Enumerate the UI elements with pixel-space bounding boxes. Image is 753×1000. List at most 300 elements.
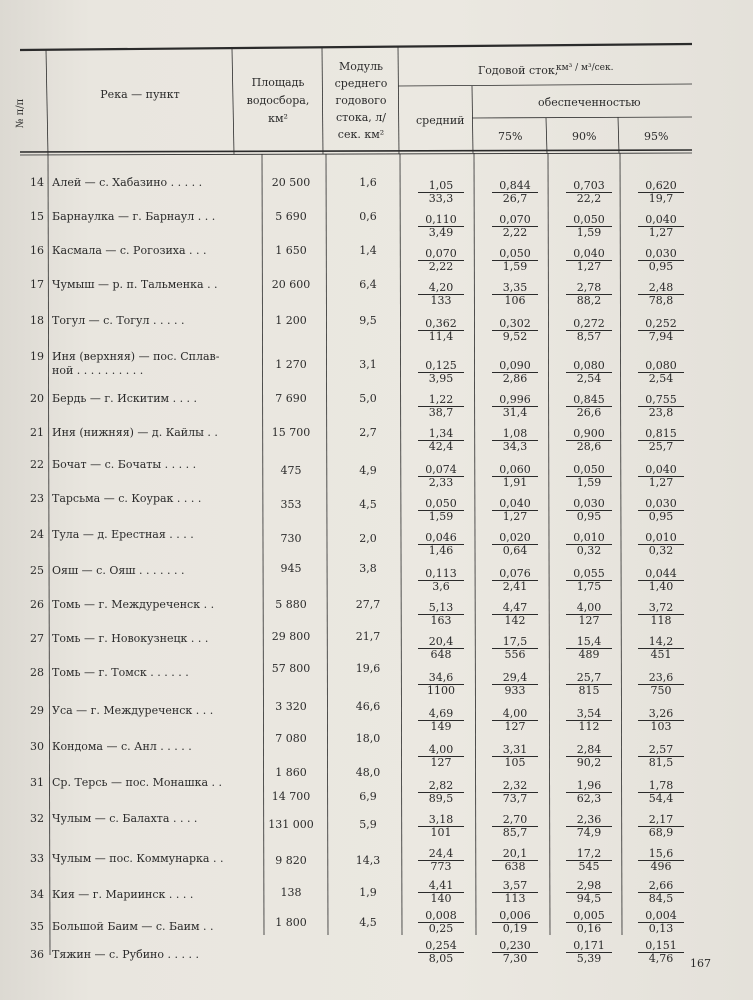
runoff-km3: 2,78 bbox=[566, 282, 612, 295]
runoff-p95 bbox=[632, 814, 690, 839]
runoff-km3: 0,040 bbox=[638, 214, 684, 227]
row-number: 27 bbox=[30, 632, 44, 645]
row-number: 14 bbox=[30, 176, 44, 189]
runoff-p90 bbox=[560, 672, 618, 697]
runoff-m3s: 0,32 bbox=[576, 544, 602, 557]
runoff-m3s: 2,54 bbox=[648, 372, 674, 385]
runoff-module: 0,6 bbox=[359, 210, 377, 223]
runoff-m3s: 451 bbox=[650, 648, 672, 661]
river-point: Касмала — с. Рогозиха . . . bbox=[52, 244, 207, 257]
runoff-km3: 0,030 bbox=[638, 248, 684, 261]
river-point: Иня (верхняя) — пос. Сплав- bbox=[52, 350, 220, 363]
runoff-mean bbox=[412, 744, 470, 769]
runoff-km3: 0,050 bbox=[418, 498, 464, 511]
runoff-module: 3,1 bbox=[359, 358, 377, 371]
runoff-m3s: 9,52 bbox=[502, 330, 528, 343]
runoff-km3: 3,26 bbox=[638, 708, 684, 721]
row-number: 31 bbox=[30, 776, 44, 789]
runoff-km3: 0,362 bbox=[418, 318, 464, 331]
runoff-km3: 1,96 bbox=[566, 780, 612, 793]
runoff-km3: 0,110 bbox=[418, 214, 464, 227]
runoff-p75 bbox=[486, 708, 544, 733]
runoff-mean bbox=[412, 318, 470, 343]
runoff-m3s: 54,4 bbox=[648, 792, 674, 805]
runoff-km3: 0,090 bbox=[492, 360, 538, 373]
runoff-m3s: 90,2 bbox=[576, 756, 602, 769]
runoff-mean bbox=[412, 360, 470, 385]
runoff-km3: 34,6 bbox=[418, 672, 464, 685]
row-number: 18 bbox=[30, 314, 44, 327]
runoff-m3s: 0,95 bbox=[576, 510, 602, 523]
runoff-km3: 0,076 bbox=[492, 568, 538, 581]
runoff-m3s: 1,59 bbox=[576, 226, 602, 239]
runoff-km3: 0,070 bbox=[418, 248, 464, 261]
runoff-m3s: 26,7 bbox=[502, 192, 528, 205]
runoff-p75 bbox=[486, 880, 544, 905]
runoff-m3s: 0,16 bbox=[576, 922, 602, 935]
runoff-m3s: 78,8 bbox=[648, 294, 674, 307]
runoff-module: 1,9 bbox=[359, 886, 377, 899]
runoff-p90 bbox=[560, 744, 618, 769]
header-module: Модуль среднего годового стока, л/сек. км² bbox=[334, 60, 388, 141]
row-number: 29 bbox=[30, 704, 44, 717]
runoff-km3: 1,34 bbox=[418, 428, 464, 441]
runoff-m3s: 88,2 bbox=[576, 294, 602, 307]
runoff-m3s: 0,25 bbox=[428, 922, 454, 935]
runoff-p75 bbox=[486, 744, 544, 769]
runoff-mean bbox=[412, 814, 470, 839]
runoff-m3s: 7,94 bbox=[648, 330, 674, 343]
runoff-km3: 0,171 bbox=[566, 940, 612, 953]
runoff-m3s: 127 bbox=[430, 756, 452, 769]
runoff-m3s: 3,95 bbox=[428, 372, 454, 385]
runoff-km3: 2,82 bbox=[418, 780, 464, 793]
catchment-area: 9 820 bbox=[275, 854, 307, 867]
runoff-m3s: 26,6 bbox=[576, 406, 602, 419]
runoff-km3: 0,080 bbox=[566, 360, 612, 373]
runoff-km3: 0,040 bbox=[492, 498, 538, 511]
row-number: 19 bbox=[30, 350, 44, 363]
row-number: 22 bbox=[30, 458, 44, 471]
runoff-m3s: 1,91 bbox=[502, 476, 528, 489]
runoff-p90 bbox=[560, 532, 618, 557]
runoff-m3s: 34,3 bbox=[502, 440, 528, 453]
runoff-mean bbox=[412, 940, 470, 965]
runoff-km3: 0,006 bbox=[492, 910, 538, 923]
runoff-km3: 0,755 bbox=[638, 394, 684, 407]
runoff-km3: 0,044 bbox=[638, 568, 684, 581]
river-point: Чулым — с. Балахта . . . . bbox=[52, 812, 198, 825]
runoff-module: 5,9 bbox=[359, 818, 377, 831]
runoff-km3: 2,17 bbox=[638, 814, 684, 827]
catchment-area: 20 600 bbox=[271, 278, 311, 291]
runoff-m3s: 1,59 bbox=[576, 476, 602, 489]
runoff-module: 9,5 bbox=[359, 314, 377, 327]
row-number: 20 bbox=[30, 392, 44, 405]
runoff-m3s: 127 bbox=[504, 720, 526, 733]
runoff-p75 bbox=[486, 248, 544, 273]
river-point: Кия — г. Мариинск . . . . bbox=[52, 888, 194, 901]
river-point: Тяжин — с. Рубино . . . . . bbox=[52, 948, 199, 961]
runoff-p90 bbox=[560, 394, 618, 419]
header-prob: обеспеченностью bbox=[538, 96, 641, 109]
runoff-module: 27,7 bbox=[355, 598, 381, 611]
runoff-module: 6,9 bbox=[359, 790, 377, 803]
runoff-m3s: 773 bbox=[430, 860, 452, 873]
runoff-m3s: 38,7 bbox=[428, 406, 454, 419]
runoff-km3: 14,2 bbox=[638, 636, 684, 649]
row-number: 35 bbox=[30, 920, 44, 933]
runoff-m3s: 4,76 bbox=[648, 952, 674, 965]
runoff-module: 3,8 bbox=[359, 562, 377, 575]
river-point: Тарсьма — с. Коурак . . . . bbox=[52, 492, 202, 505]
runoff-p75 bbox=[486, 636, 544, 661]
row-number: 25 bbox=[30, 564, 44, 577]
runoff-km3: 2,32 bbox=[492, 780, 538, 793]
runoff-mean bbox=[412, 394, 470, 419]
runoff-km3: 0,252 bbox=[638, 318, 684, 331]
runoff-m3s: 8,57 bbox=[576, 330, 602, 343]
runoff-p75 bbox=[486, 464, 544, 489]
runoff-mean bbox=[412, 428, 470, 453]
runoff-p75 bbox=[486, 940, 544, 965]
catchment-area: 15 700 bbox=[271, 426, 311, 439]
runoff-m3s: 11,4 bbox=[428, 330, 454, 343]
runoff-km3: 4,20 bbox=[418, 282, 464, 295]
runoff-module: 4,9 bbox=[359, 464, 377, 477]
river-point: Томь — г. Томск . . . . . . bbox=[52, 666, 189, 679]
runoff-mean bbox=[412, 568, 470, 593]
runoff-p75 bbox=[486, 780, 544, 805]
runoff-km3: 3,31 bbox=[492, 744, 538, 757]
runoff-p75 bbox=[486, 318, 544, 343]
runoff-p95 bbox=[632, 602, 690, 627]
runoff-m3s: 81,5 bbox=[648, 756, 674, 769]
catchment-area: 5 690 bbox=[275, 210, 307, 223]
runoff-km3: 3,72 bbox=[638, 602, 684, 615]
runoff-km3: 2,70 bbox=[492, 814, 538, 827]
catchment-area: 131 000 bbox=[268, 818, 314, 831]
runoff-p95 bbox=[632, 428, 690, 453]
runoff-p95 bbox=[632, 848, 690, 873]
river-point: Алей — с. Хабазино . . . . . bbox=[52, 176, 203, 189]
runoff-module: 1,4 bbox=[359, 244, 377, 257]
river-point: Кондома — с. Анл . . . . . bbox=[52, 740, 192, 753]
runoff-km3: 0,040 bbox=[638, 464, 684, 477]
runoff-km3: 4,00 bbox=[566, 602, 612, 615]
runoff-km3: 0,004 bbox=[638, 910, 684, 923]
runoff-km3: 0,125 bbox=[418, 360, 464, 373]
header-mean: средний bbox=[416, 114, 465, 127]
catchment-area: 29 800 bbox=[271, 630, 311, 643]
runoff-m3s: 163 bbox=[430, 614, 452, 627]
runoff-km3: 24,4 bbox=[418, 848, 464, 861]
runoff-p90 bbox=[560, 248, 618, 273]
runoff-m3s: 1,59 bbox=[502, 260, 528, 273]
river-point: Ояш — с. Ояш . . . . . . . bbox=[52, 564, 185, 577]
runoff-p95 bbox=[632, 248, 690, 273]
runoff-m3s: 2,22 bbox=[428, 260, 454, 273]
runoff-km3: 0,070 bbox=[492, 214, 538, 227]
runoff-p95 bbox=[632, 910, 690, 935]
runoff-p95 bbox=[632, 940, 690, 965]
runoff-m3s: 133 bbox=[430, 294, 452, 307]
runoff-p90 bbox=[560, 602, 618, 627]
runoff-km3: 1,22 bbox=[418, 394, 464, 407]
row-number: 34 bbox=[30, 888, 44, 901]
runoff-p95 bbox=[632, 282, 690, 307]
runoff-km3: 0,996 bbox=[492, 394, 538, 407]
runoff-m3s: 113 bbox=[504, 892, 526, 905]
runoff-km3: 0,845 bbox=[566, 394, 612, 407]
runoff-km3: 3,35 bbox=[492, 282, 538, 295]
runoff-km3: 0,620 bbox=[638, 180, 684, 193]
catchment-area: 57 800 bbox=[271, 662, 311, 675]
runoff-m3s: 74,9 bbox=[576, 826, 602, 839]
runoff-p90 bbox=[560, 910, 618, 935]
row-number: 15 bbox=[30, 210, 44, 223]
row-number: 17 bbox=[30, 278, 44, 291]
runoff-p90 bbox=[560, 568, 618, 593]
runoff-module: 4,5 bbox=[359, 498, 377, 511]
header-area: Площадь водосбора, км² bbox=[246, 76, 310, 125]
runoff-mean bbox=[412, 464, 470, 489]
header-river: Река — пункт bbox=[100, 88, 180, 101]
runoff-km3: 3,18 bbox=[418, 814, 464, 827]
runoff-km3: 0,302 bbox=[492, 318, 538, 331]
river-point-cont: ной . . . . . . . . . . bbox=[52, 364, 144, 377]
runoff-km3: 0,844 bbox=[492, 180, 538, 193]
runoff-m3s: 89,5 bbox=[428, 792, 454, 805]
runoff-p95 bbox=[632, 532, 690, 557]
runoff-p75 bbox=[486, 672, 544, 697]
runoff-km3: 0,254 bbox=[418, 940, 464, 953]
runoff-mean bbox=[412, 672, 470, 697]
runoff-p90 bbox=[560, 940, 618, 965]
river-point: Бочат — с. Бочаты . . . . . bbox=[52, 458, 197, 471]
runoff-km3: 0,050 bbox=[566, 214, 612, 227]
runoff-m3s: 1,27 bbox=[576, 260, 602, 273]
runoff-m3s: 84,5 bbox=[648, 892, 674, 905]
header-runoff-units: км³ / м³/сек. bbox=[556, 63, 614, 73]
runoff-mean bbox=[412, 532, 470, 557]
runoff-m3s: 933 bbox=[504, 684, 526, 697]
runoff-m3s: 3,49 bbox=[428, 226, 454, 239]
runoff-module: 46,6 bbox=[355, 700, 381, 713]
runoff-m3s: 112 bbox=[578, 720, 600, 733]
runoff-p90 bbox=[560, 636, 618, 661]
catchment-area: 730 bbox=[280, 532, 302, 545]
catchment-area: 353 bbox=[280, 498, 302, 511]
runoff-m3s: 103 bbox=[650, 720, 672, 733]
runoff-km3: 2,57 bbox=[638, 744, 684, 757]
runoff-km3: 2,98 bbox=[566, 880, 612, 893]
runoff-km3: 0,151 bbox=[638, 940, 684, 953]
runoff-m3s: 149 bbox=[430, 720, 452, 733]
runoff-km3: 0,703 bbox=[566, 180, 612, 193]
runoff-m3s: 648 bbox=[430, 648, 452, 661]
runoff-km3: 1,05 bbox=[418, 180, 464, 193]
runoff-p90 bbox=[560, 428, 618, 453]
runoff-p90 bbox=[560, 708, 618, 733]
row-number: 16 bbox=[30, 244, 44, 257]
runoff-km3: 2,66 bbox=[638, 880, 684, 893]
runoff-p75 bbox=[486, 498, 544, 523]
page-number: 167 bbox=[690, 957, 711, 970]
runoff-mean bbox=[412, 910, 470, 935]
catchment-area: 1 650 bbox=[275, 244, 307, 257]
runoff-m3s: 31,4 bbox=[502, 406, 528, 419]
runoff-m3s: 2,41 bbox=[502, 580, 528, 593]
river-point: Томь — г. Междуреченск . . bbox=[52, 598, 215, 611]
runoff-mean bbox=[412, 636, 470, 661]
runoff-p95 bbox=[632, 180, 690, 205]
runoff-km3: 2,48 bbox=[638, 282, 684, 295]
catchment-area: 3 320 bbox=[275, 700, 307, 713]
runoff-p75 bbox=[486, 910, 544, 935]
runoff-m3s: 19,7 bbox=[648, 192, 674, 205]
runoff-module: 19,6 bbox=[355, 662, 381, 675]
runoff-km3: 0,030 bbox=[566, 498, 612, 511]
row-number: 30 bbox=[30, 740, 44, 753]
row-number: 26 bbox=[30, 598, 44, 611]
runoff-km3: 0,020 bbox=[492, 532, 538, 545]
runoff-m3s: 62,3 bbox=[576, 792, 602, 805]
runoff-p75 bbox=[486, 428, 544, 453]
runoff-km3: 4,41 bbox=[418, 880, 464, 893]
runoff-mean bbox=[412, 180, 470, 205]
catchment-area: 475 bbox=[280, 464, 302, 477]
river-point: Уса — г. Междуреченск . . . bbox=[52, 704, 214, 717]
runoff-p75 bbox=[486, 602, 544, 627]
runoff-km3: 0,008 bbox=[418, 910, 464, 923]
runoff-m3s: 0,95 bbox=[648, 260, 674, 273]
runoff-p75 bbox=[486, 214, 544, 239]
runoff-m3s: 33,3 bbox=[428, 192, 454, 205]
runoff-p95 bbox=[632, 214, 690, 239]
runoff-module: 14,3 bbox=[355, 854, 381, 867]
river-point: Бердь — г. Искитим . . . . bbox=[52, 392, 198, 405]
runoff-km3: 15,4 bbox=[566, 636, 612, 649]
runoff-m3s: 106 bbox=[504, 294, 526, 307]
catchment-area: 1 200 bbox=[275, 314, 307, 327]
runoff-km3: 25,7 bbox=[566, 672, 612, 685]
runoff-p90 bbox=[560, 848, 618, 873]
runoff-m3s: 0,64 bbox=[502, 544, 528, 557]
runoff-p95 bbox=[632, 672, 690, 697]
runoff-m3s: 142 bbox=[504, 614, 526, 627]
runoff-p75 bbox=[486, 814, 544, 839]
runoff-mean bbox=[412, 282, 470, 307]
runoff-km3: 2,84 bbox=[566, 744, 612, 757]
runoff-km3: 0,010 bbox=[638, 532, 684, 545]
runoff-module: 2,7 bbox=[359, 426, 377, 439]
runoff-p90 bbox=[560, 780, 618, 805]
catchment-area: 20 500 bbox=[271, 176, 311, 189]
runoff-p90 bbox=[560, 360, 618, 385]
row-number: 24 bbox=[30, 528, 44, 541]
header-num: № п/п bbox=[15, 98, 26, 128]
runoff-km3: 0,815 bbox=[638, 428, 684, 441]
catchment-area: 14 700 bbox=[271, 790, 311, 803]
runoff-km3: 1,78 bbox=[638, 780, 684, 793]
runoff-p90 bbox=[560, 180, 618, 205]
runoff-p90 bbox=[560, 814, 618, 839]
runoff-module: 1,6 bbox=[359, 176, 377, 189]
runoff-km3: 0,060 bbox=[492, 464, 538, 477]
runoff-p95 bbox=[632, 498, 690, 523]
runoff-m3s: 22,2 bbox=[576, 192, 602, 205]
runoff-km3: 29,4 bbox=[492, 672, 538, 685]
catchment-area: 138 bbox=[280, 886, 302, 899]
runoff-km3: 20,1 bbox=[492, 848, 538, 861]
runoff-m3s: 7,30 bbox=[502, 952, 528, 965]
runoff-km3: 0,010 bbox=[566, 532, 612, 545]
runoff-m3s: 1,59 bbox=[428, 510, 454, 523]
runoff-m3s: 28,6 bbox=[576, 440, 602, 453]
runoff-p75 bbox=[486, 848, 544, 873]
runoff-km3: 4,00 bbox=[492, 708, 538, 721]
runoff-m3s: 2,33 bbox=[428, 476, 454, 489]
runoff-mean bbox=[412, 880, 470, 905]
runoff-module: 4,5 bbox=[359, 916, 377, 929]
runoff-m3s: 750 bbox=[650, 684, 672, 697]
row-number: 32 bbox=[30, 812, 44, 825]
runoff-p95 bbox=[632, 780, 690, 805]
runoff-p95 bbox=[632, 744, 690, 769]
river-point: Большой Баим — с. Баим . . bbox=[52, 920, 214, 933]
runoff-m3s: 1,75 bbox=[576, 580, 602, 593]
river-point: Томь — г. Новокузнецк . . . bbox=[52, 632, 209, 645]
runoff-m3s: 25,7 bbox=[648, 440, 674, 453]
row-number: 36 bbox=[30, 948, 44, 961]
runoff-p75 bbox=[486, 282, 544, 307]
runoff-m3s: 68,9 bbox=[648, 826, 674, 839]
runoff-m3s: 2,22 bbox=[502, 226, 528, 239]
river-point: Тула — д. Ерестная . . . . bbox=[52, 528, 194, 541]
header-p95: 95% bbox=[644, 130, 669, 143]
runoff-m3s: 489 bbox=[578, 648, 600, 661]
catchment-area: 1 270 bbox=[275, 358, 307, 371]
header-p90: 90% bbox=[572, 130, 597, 143]
runoff-mean bbox=[412, 214, 470, 239]
row-number: 23 bbox=[30, 492, 44, 505]
runoff-m3s: 556 bbox=[504, 648, 526, 661]
runoff-m3s: 0,13 bbox=[648, 922, 674, 935]
runoff-km3: 0,113 bbox=[418, 568, 464, 581]
runoff-m3s: 496 bbox=[650, 860, 672, 873]
runoff-module: 48,0 bbox=[355, 766, 381, 779]
runoff-m3s: 0,32 bbox=[648, 544, 674, 557]
runoff-p95 bbox=[632, 708, 690, 733]
river-point: Чумыш — р. п. Тальменка . . bbox=[52, 278, 218, 291]
runoff-km3: 1,08 bbox=[492, 428, 538, 441]
runoff-m3s: 1,27 bbox=[648, 226, 674, 239]
runoff-m3s: 8,05 bbox=[428, 952, 454, 965]
runoff-p95 bbox=[632, 880, 690, 905]
runoff-km3: 0,040 bbox=[566, 248, 612, 261]
runoff-km3: 0,050 bbox=[492, 248, 538, 261]
header-runoff: Годовой сток, bbox=[478, 64, 559, 77]
runoff-p75 bbox=[486, 394, 544, 419]
runoff-module: 2,0 bbox=[359, 532, 377, 545]
runoff-mean bbox=[412, 780, 470, 805]
runoff-km3: 3,57 bbox=[492, 880, 538, 893]
runoff-m3s: 0,95 bbox=[648, 510, 674, 523]
runoff-km3: 4,69 bbox=[418, 708, 464, 721]
river-point: Ср. Терсь — пос. Монашка . . bbox=[52, 776, 223, 789]
runoff-km3: 0,230 bbox=[492, 940, 538, 953]
